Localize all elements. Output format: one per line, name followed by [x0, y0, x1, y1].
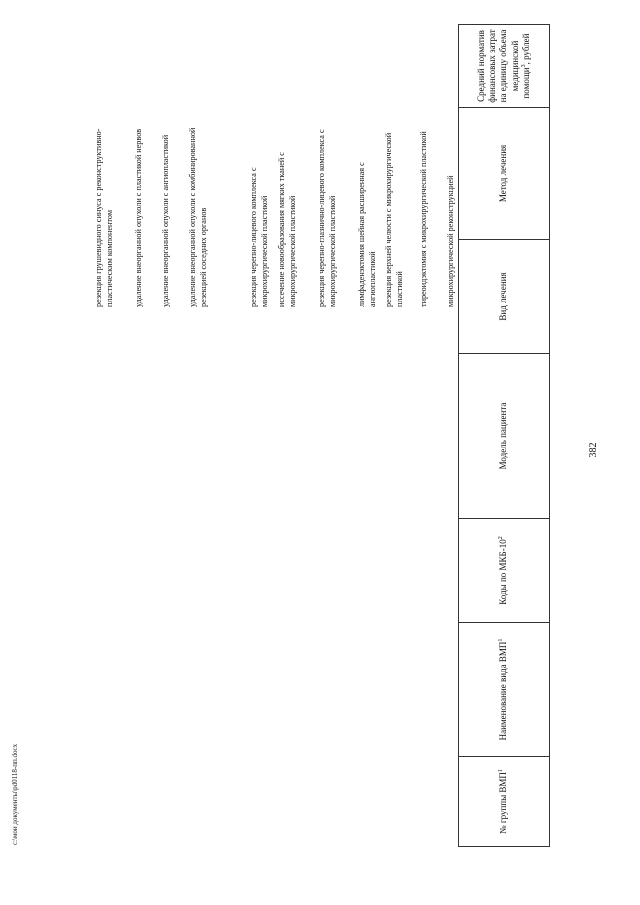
method-item: резекция верхней челюсти с микрохирургической пластикой	[384, 132, 404, 307]
method-item: тиреоидэктомия с микрохирургической пластикой	[419, 131, 428, 307]
header-treatment-type: Вид лечения	[459, 240, 550, 354]
method-item: резекция черепно-лицевого комплекса с микрохирургической пластикой	[249, 167, 269, 307]
method-item: удаление внеорганной опухоли с ангиопластикой	[161, 134, 170, 307]
method-item: резекция черепно-глазнично-лицевого комплекса с микрохирургической пластикой	[317, 129, 337, 307]
header-average-cost: Средний норматив финансовых затрат на единицу объема медицинской помощи$^3$, рублей	[459, 25, 550, 108]
method-item: удаление внеорганной опухоли с пластикой нервов	[134, 128, 143, 307]
method-item: иссечение новообразования мягких тканей с микрохирургической пластикой	[277, 152, 297, 307]
header-vmp-type-name: Наименование вида ВМП$^1$	[459, 623, 550, 757]
footer-file-path: c:\мои документы\pd0118-пп.docx	[11, 743, 19, 845]
header-icd-codes: Коды по МКБ-$10^2$	[459, 519, 550, 623]
method-item: удаление внеорганной опухоли с комбинированной резекцией соседних органов	[188, 127, 208, 307]
header-treatment-method: Метод лечения	[459, 108, 550, 240]
header-group-number: № группы ВМП$^1$	[459, 757, 550, 847]
treatment-methods-column	[14, 107, 454, 307]
page-number: 382	[588, 442, 599, 458]
method-item: резекция грушевидного синуса с реконструктивно-пластическим компонентом	[94, 128, 114, 307]
method-item: микрохирургической реконструкцией	[446, 175, 455, 307]
method-item: лимфаденэктомия шейная расширенная с ангиопластикой	[357, 162, 377, 307]
header-patient-model: Модель пациента	[459, 354, 550, 519]
header-table	[458, 24, 550, 847]
